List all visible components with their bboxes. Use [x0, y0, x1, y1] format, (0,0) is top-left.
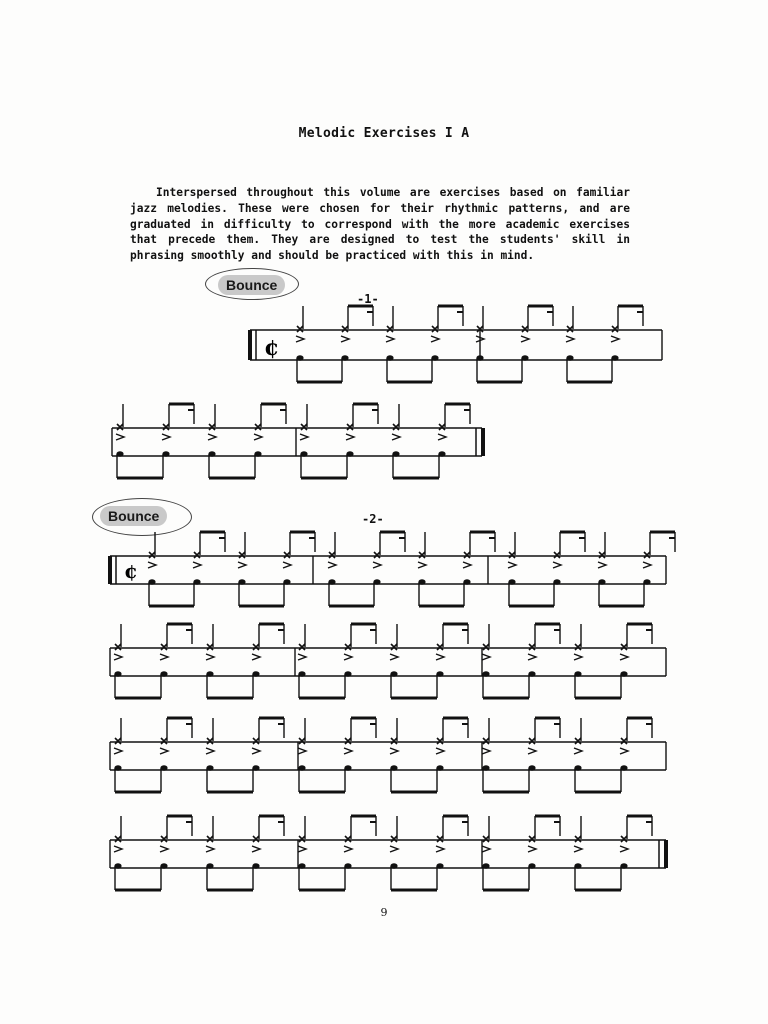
accent-mark	[418, 562, 426, 568]
accent-mark	[386, 336, 394, 342]
accent-mark	[206, 846, 214, 852]
intro-paragraph	[130, 185, 630, 264]
accent-mark	[114, 748, 122, 754]
accent-mark	[620, 654, 628, 660]
accent-mark	[390, 748, 398, 754]
accent-mark	[436, 748, 444, 754]
accent-mark	[346, 434, 354, 440]
accent-mark	[160, 654, 168, 660]
accent-mark	[162, 434, 170, 440]
accent-mark	[528, 748, 536, 754]
accent-mark	[238, 562, 246, 568]
accent-mark	[254, 434, 262, 440]
accent-mark	[482, 846, 490, 852]
accent-mark	[373, 562, 381, 568]
accent-mark	[598, 562, 606, 568]
accent-mark	[611, 336, 619, 342]
notes-group	[114, 718, 652, 792]
accent-mark	[344, 748, 352, 754]
cut-time-symbol: ¢	[124, 559, 138, 583]
intro-text: Interspersed throughout this volume are exercises based on familiar jazz melodies. These were chosen for their rhythmic patterns, and are graduated in difficulty to correspond with the more academic exercises that precede them. They are designed to test the students' skill in phrasing smoothly and should be practiced with this in mind.	[130, 186, 630, 263]
accent-mark	[620, 748, 628, 754]
staff-system-6	[110, 810, 670, 900]
accent-mark	[206, 654, 214, 660]
accent-mark	[328, 562, 336, 568]
accent-mark	[344, 654, 352, 660]
staff-system-4	[110, 620, 670, 710]
accent-mark	[390, 846, 398, 852]
accent-mark	[296, 336, 304, 342]
page-number: 9	[380, 906, 388, 919]
accent-mark	[521, 336, 529, 342]
notes-group	[296, 306, 643, 382]
accent-mark	[114, 846, 122, 852]
accent-mark	[252, 654, 260, 660]
accent-mark	[574, 846, 582, 852]
accent-mark	[148, 562, 156, 568]
exercise-number-1: -1-	[357, 292, 379, 306]
accent-mark	[114, 654, 122, 660]
accent-mark	[252, 846, 260, 852]
staff-system-1	[250, 300, 670, 390]
accent-mark	[298, 748, 306, 754]
notes-group	[114, 816, 652, 890]
accent-mark	[392, 434, 400, 440]
accent-mark	[193, 562, 201, 568]
accent-mark	[341, 336, 349, 342]
accent-mark	[300, 434, 308, 440]
accent-mark	[528, 846, 536, 852]
style-label-1: Bounce	[218, 275, 285, 295]
accent-mark	[620, 846, 628, 852]
accent-mark	[208, 434, 216, 440]
accent-mark	[283, 562, 291, 568]
accent-mark	[566, 336, 574, 342]
staff-system-5	[110, 714, 670, 794]
style-label-2: Bounce	[100, 506, 167, 526]
notes-group	[116, 404, 470, 478]
accent-mark	[482, 654, 490, 660]
exercise-number-2: -2-	[362, 512, 384, 526]
accent-mark	[431, 336, 439, 342]
accent-mark	[574, 748, 582, 754]
accent-mark	[298, 654, 306, 660]
cut-time-symbol: ¢	[264, 335, 280, 361]
accent-mark	[344, 846, 352, 852]
accent-mark	[116, 434, 124, 440]
notes-group	[114, 624, 652, 698]
accent-mark	[390, 654, 398, 660]
accent-mark	[206, 748, 214, 754]
accent-mark	[463, 562, 471, 568]
staff-system-3	[110, 528, 670, 608]
accent-mark	[298, 846, 306, 852]
accent-mark	[528, 654, 536, 660]
notes-group	[148, 532, 675, 606]
accent-mark	[508, 562, 516, 568]
accent-mark	[252, 748, 260, 754]
accent-mark	[482, 748, 490, 754]
accent-mark	[553, 562, 561, 568]
accent-mark	[438, 434, 446, 440]
accent-mark	[436, 846, 444, 852]
accent-mark	[160, 846, 168, 852]
staff-system-2	[112, 398, 497, 478]
accent-mark	[574, 654, 582, 660]
accent-mark	[160, 748, 168, 754]
accent-mark	[643, 562, 651, 568]
page-title: Melodic Exercises I A	[298, 126, 470, 141]
accent-mark	[436, 654, 444, 660]
